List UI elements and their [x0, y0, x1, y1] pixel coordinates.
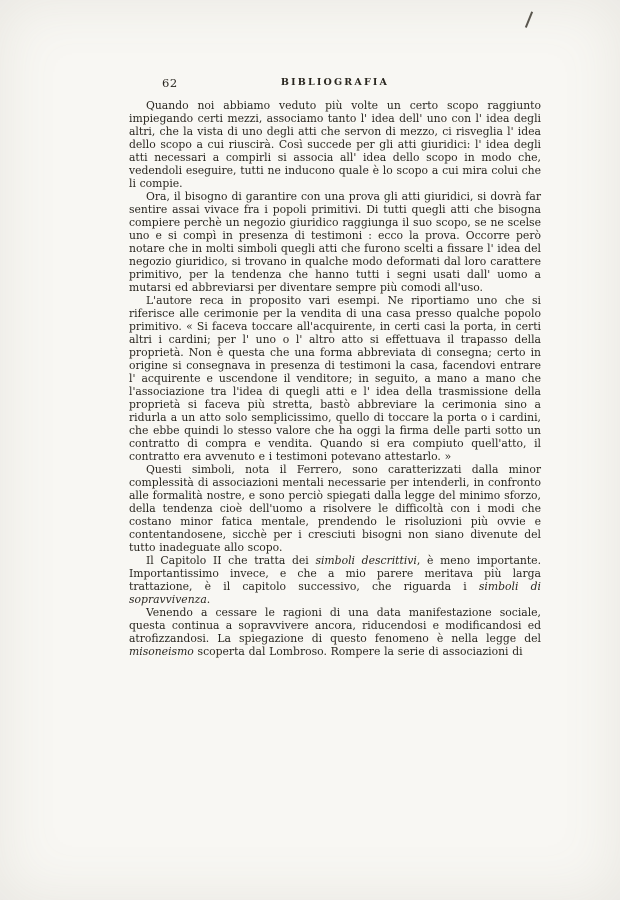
page-body — [129, 99, 541, 658]
body-text: , è meno importante. Importantissimo invece, e che a mio parere meritava più larga trattazione, è il capitolo successivo, che riguarda i — [129, 554, 541, 593]
body-text: Quando noi abbiamo veduto più volte un certo scopo raggiunto impiegando certi mezzi, associamo tanto l' idea dell' uno con l' idea degli altri, che la vista di uno degli atti che servon di mezzo, ci risveglia l' idea dello scopo a cui riuscirà. Così succede per gli atti giuridici: l' idea degli atti necessari a compirli si associa all' idea dello scopo in modo che, vedendoli eseguire, tutti ne inducono quale è lo scopo a cui mira colui che li compie. — [129, 99, 541, 190]
body-text: L'autore reca in proposito vari esempi. Ne riportiamo uno che si riferisce alle cerimonie per la vendita di una casa presso qualche popolo primitivo. « Si faceva toccare all'acquirente, in certi casi la porta, in certi altri i cardini; per l' uno o l' altro atto si effettuava il trapasso della proprietà. Non è questa che una forma abbreviata di consegna; certo in origine si consegnava in presenza di testimoni la casa, facendovi entrare l' acquirente e uscendone il venditore; in seguito, a mano a mano che l'associazione tra l'idea di quegli atti e l' idea della trasmissione della proprietà si faceva più stretta, bastò abbreviare la cerimonia sino a ridurla a un atto solo semplicissimo, quello di toccare la porta o i cardini, che ebbe quindi lo stesso valore che ha oggi la firma delle parti sotto un contratto di compra e vendita. Quando si era compiuto quell'atto, il contratto era avvenuto e i testimoni potevano attestarlo. » — [129, 294, 541, 463]
paragraph — [129, 554, 541, 606]
paragraph — [129, 190, 541, 294]
body-text: Questi simboli, nota il Ferrero, sono caratterizzati dalla minor complessità di associazioni mentali necessarie per intenderli, in confronto alle formalità nostre, e sono perciò spiegati dalla legge del minimo sforzo, della tendenza cioè dell'uomo a risolvere le difficoltà con i modi che costano minor fatica mentale, prendendo le risoluzioni più ovvie e contentandosene, sicchè per i cresciuti bisogni non siano divenute del tutto inadeguate allo scopo. — [129, 463, 541, 554]
body-text: scoperta dal Lombroso. Rompere la serie di associazioni di — [193, 645, 523, 658]
body-text: Ora, il bisogno di garantire con una prova gli atti giuridici, si dovrà far sentire assai vivace fra i popoli primitivi. Di tutti quegli atti che bisogna compiere perchè un negozio giuridico raggiunga il suo scopo, se ne scelse uno e si compì in presenza di testimoni : ecco la prova. Occorre però notare che in molti simboli quegli atti che furono scelti a fissare l' idea del negozio giuridico, si trovano in qualche modo deformati dal loro carattere primitivo, per la tendenza che hanno tutti i segni usati dall' uomo a mutarsi ed abbreviarsi per diventare sempre più comodi all'uso. — [129, 190, 541, 294]
paragraph — [129, 606, 541, 658]
paragraph — [129, 463, 541, 554]
page-header — [129, 76, 541, 91]
italic-text: simboli descrittivi — [315, 554, 417, 567]
paragraph — [129, 99, 541, 190]
body-text: Venendo a cessare le ragioni di una data manifestazione sociale, questa continua a sopravvivere ancora, riducendosi e modificandosi ed atrofizzandosi. La spiegazione di questo fenomeno è nella legge del — [129, 606, 541, 645]
text-block — [129, 76, 541, 658]
body-text: Il Capitolo II che tratta dei — [146, 554, 316, 567]
scan-mark-icon — [525, 11, 533, 27]
page-number: 62 — [162, 76, 178, 90]
italic-text: misoneismo — [129, 645, 194, 658]
italic-text: simboli di sopravvivenza — [129, 580, 541, 606]
running-title: BIBLIOGRAFIA — [280, 77, 390, 88]
body-text: . — [206, 593, 211, 606]
paragraph — [129, 294, 541, 463]
